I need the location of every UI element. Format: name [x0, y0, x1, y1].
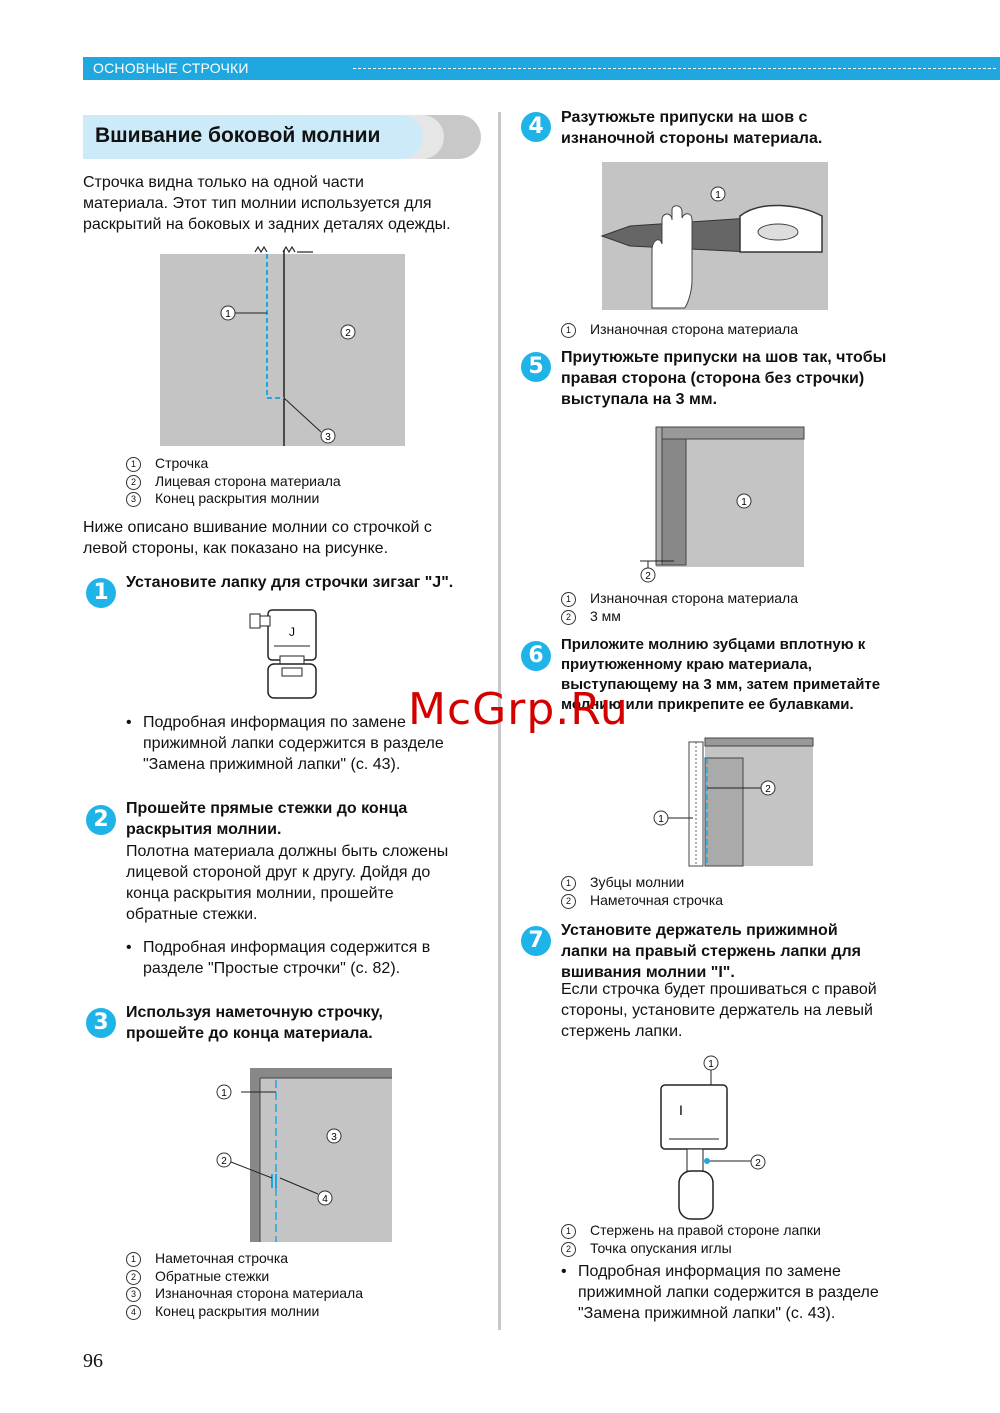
page-number: 96	[83, 1350, 103, 1372]
callout-label: 3	[325, 432, 331, 443]
svg-text:1: 1	[708, 1059, 714, 1070]
step-4-title: Разутюжьте припуски на шов с изнаночной стороны материала.	[561, 109, 823, 147]
step-1-title: Установите лапку для строчки зигзаг "J".	[126, 574, 454, 591]
step-7-icon: 7	[521, 926, 551, 956]
zipper-foot-i-figure	[655, 1055, 770, 1223]
svg-text:4: 4	[322, 1194, 328, 1205]
step-4-icon: 4	[521, 112, 551, 142]
step-5-icon: 5	[521, 352, 551, 382]
svg-text:2: 2	[755, 1158, 761, 1169]
section-header-bar	[83, 57, 1000, 80]
foot-label-i: I	[679, 1102, 683, 1118]
figure-stitch-side	[155, 240, 410, 455]
page-title: Вшивание боковой молнии	[95, 124, 381, 147]
step-7-note: • Подробная информация по замене прижимной лапки содержится в разделе "Замена прижимной лапки" (с. 43).	[561, 1263, 879, 1322]
figure-ironing	[600, 160, 830, 312]
fabric-face	[160, 254, 405, 446]
svg-text:1: 1	[658, 814, 664, 825]
svg-text:3: 3	[331, 1132, 337, 1143]
step-6-legend: 1 Зубцы молнии 2 Наметочная строчка	[561, 874, 723, 909]
legend-item: 3 Конец раскрытия молнии	[126, 490, 341, 508]
figure-pressed-edge	[630, 425, 805, 585]
page-title-box	[83, 115, 423, 159]
svg-text:1: 1	[221, 1088, 227, 1099]
step-7-title: Установите держатель прижимной лапки на правый стержень лапки для вшивания молнии "I".	[561, 922, 861, 981]
step-6-title: Приложите молнию зубцами вплотную к приутюженному краю материала, выступающему на 3 мм, затем приметайте молнию или прикрепите ее булавками.	[561, 636, 881, 713]
svg-text:2: 2	[765, 784, 771, 795]
svg-text:2: 2	[645, 571, 651, 582]
step-3-legend: 1 Наметочная строчка 2 Обратные стежки 3 Изнаночная сторона материала 4 Конец раскрытия молнии	[126, 1250, 363, 1320]
intro-line: материала. Этот тип молнии используется для	[83, 195, 432, 212]
svg-text:2: 2	[221, 1156, 227, 1167]
intro-line: Строчка видна только на одной части	[83, 174, 364, 191]
step-7-legend: 1 Стержень на правой стороне лапки 2 Точка опускания иглы	[561, 1222, 821, 1257]
fig1-legend	[126, 455, 341, 508]
step-2-icon: 2	[86, 805, 116, 835]
callout-label: 2	[345, 328, 351, 339]
watermark: McGrp.Ru	[408, 684, 629, 735]
callout-label: 1	[225, 309, 231, 320]
step-4-legend: 1 Изнаночная сторона материала	[561, 321, 798, 339]
step-2-note: • Подробная информация содержится в разделе "Простые строчки" (с. 82).	[126, 939, 431, 977]
figure-basting-stitch	[210, 1066, 395, 1244]
zigzag-mark	[255, 247, 267, 252]
section-label: ОСНОВНЫЕ СТРОЧКИ	[93, 60, 249, 76]
zigzag-mark	[283, 247, 295, 252]
foot-label-j: J	[289, 625, 295, 639]
step-6-icon: 6	[521, 641, 551, 671]
intro-paragraph	[83, 172, 488, 235]
svg-text:1: 1	[741, 497, 747, 508]
step-3-title: Используя наметочную строчку, прошейте до конца материала.	[126, 1004, 383, 1042]
step-7-body: Если строчка будет прошиваться с правой стороны, установите держатель на левый стержень лапки.	[561, 981, 877, 1040]
legend-item: 2 Лицевая сторона материала	[126, 473, 341, 491]
step-2-title: Прошейте прямые стежки до конца раскрытия молнии.	[126, 800, 408, 838]
presser-foot-j-figure	[246, 608, 321, 700]
step-5-legend: 1 Изнаночная сторона материала 2 3 мм	[561, 590, 798, 625]
svg-text:1: 1	[715, 190, 721, 201]
left-side-paragraph: Ниже описано вшивание молнии со строчкой с левой стороны, как показано на рисунке.	[83, 519, 432, 557]
step-5-title: Приутюжьте припуски на шов так, чтобы правая сторона (сторона без строчки) выступала на 3 мм.	[561, 349, 887, 408]
header-dashed-line	[353, 68, 996, 69]
intro-line: раскрытий на боковых и задних деталях одежды.	[83, 216, 451, 233]
step-1-note: • Подробная информация по замене прижимной лапки содержится в разделе "Замена прижимной лапки" (с. 43).	[126, 714, 444, 773]
step-2-body: Полотна материала должны быть сложены лицевой стороной друг к другу. Дойдя до конца раскрытия молнии, прошейте обратные стежки.	[126, 843, 449, 923]
legend-item: 1 Строчка	[126, 455, 341, 473]
step-1-icon: 1	[86, 578, 116, 608]
step-3-icon: 3	[86, 1008, 116, 1038]
figure-zipper-placement	[645, 728, 815, 868]
